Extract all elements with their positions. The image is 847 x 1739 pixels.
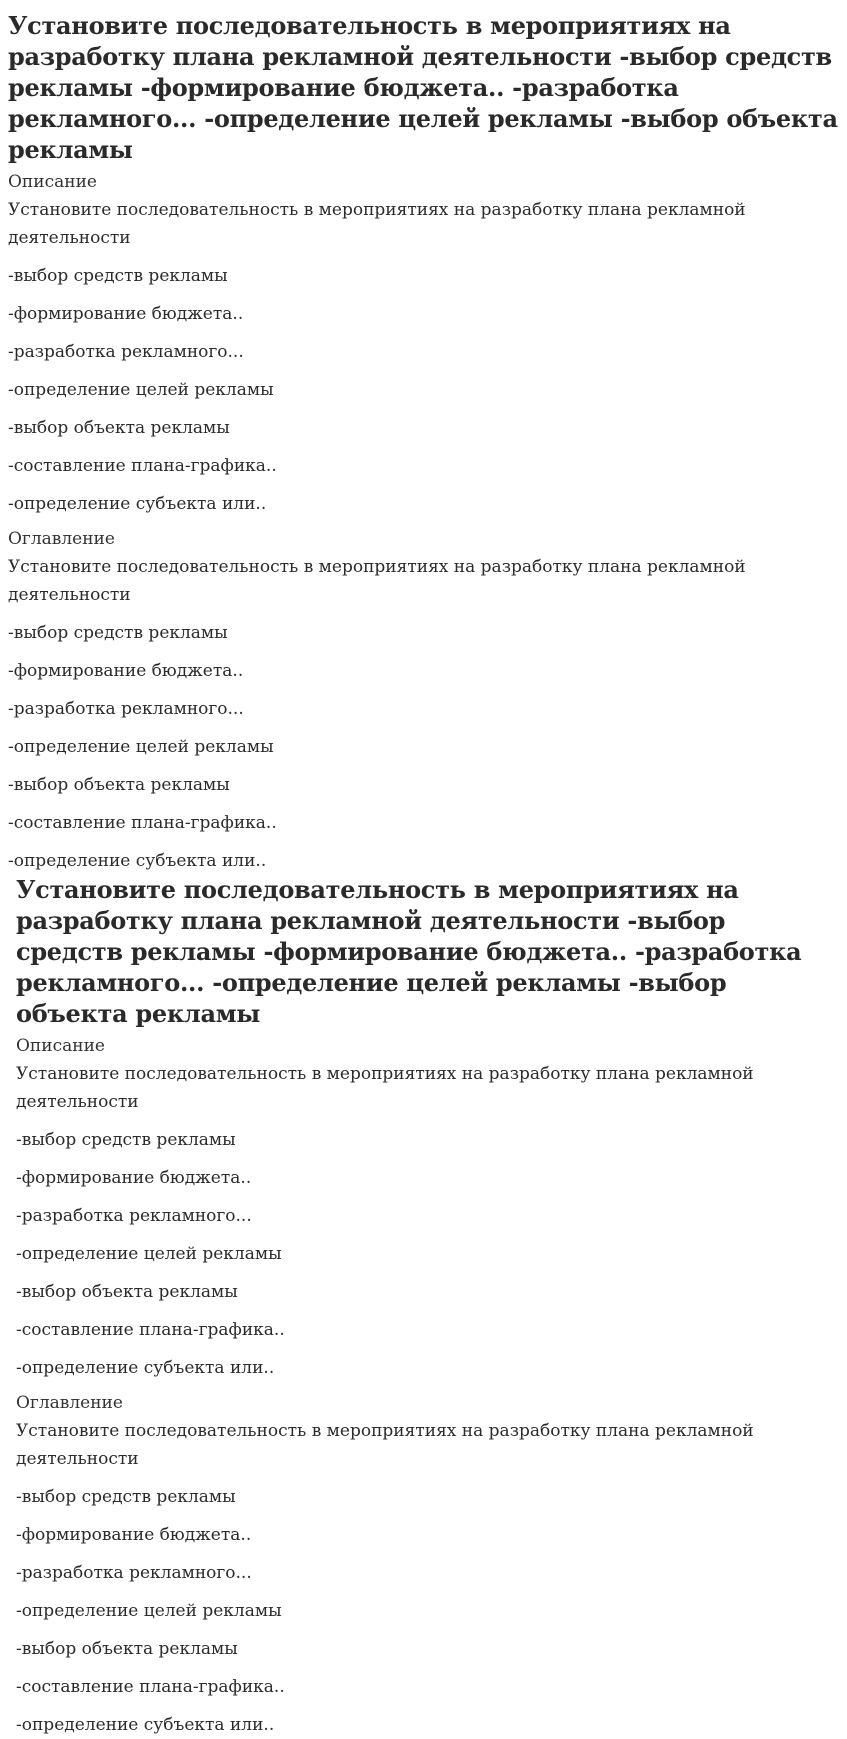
question-title: Установите последовательность в мероприятиях на разработку плана рекламной деятельности -выбор средств рекламы -формирование бюджета.. -разработка рекламного... -определение целей рекламы -выбор объекта рекламы — [16, 875, 802, 1028]
description-label: Описание — [8, 172, 97, 192]
description-label: Описание — [16, 1036, 105, 1056]
description-item: -выбор объекта рекламы — [16, 1282, 238, 1302]
toc-item: -выбор объекта рекламы — [16, 1639, 238, 1659]
toc-text: Установите последовательность в мероприятиях на разработку плана рекламной деятельности — [8, 557, 746, 605]
description-item: -разработка рекламного... — [8, 342, 244, 362]
question-title: Установите последовательность в мероприятиях на разработку плана рекламной деятельности -выбор средств рекламы -формирование бюджета.. -разработка рекламного... -определение целей рекламы -выбор объекта рекламы — [8, 11, 838, 164]
description-text: Установите последовательность в мероприятиях на разработку плана рекламной деятельности — [16, 1064, 754, 1112]
toc-text: Установите последовательность в мероприятиях на разработку плана рекламной деятельности — [16, 1421, 754, 1469]
toc-item: -выбор средств рекламы — [16, 1487, 236, 1507]
question-block — [0, 870, 847, 1739]
description-item: -составление плана-графика.. — [8, 456, 277, 476]
description-item: -определение субъекта или.. — [8, 494, 267, 514]
toc-item: -выбор средств рекламы — [8, 623, 228, 643]
description-item: -определение целей рекламы — [16, 1244, 282, 1264]
toc-item: -формирование бюджета.. — [8, 661, 244, 681]
toc-item: -определение целей рекламы — [16, 1601, 282, 1621]
description-item: -определение субъекта или.. — [16, 1358, 275, 1378]
toc-label: Оглавление — [16, 1393, 123, 1413]
toc-item: -составление плана-графика.. — [16, 1677, 285, 1697]
toc-item: -разработка рекламного... — [16, 1563, 252, 1583]
description-item: -формирование бюджета.. — [16, 1168, 252, 1188]
description-text: Установите последовательность в мероприятиях на разработку плана рекламной деятельности — [8, 200, 746, 248]
description-item: -определение целей рекламы — [8, 380, 274, 400]
description-item: -составление плана-графика.. — [16, 1320, 285, 1340]
toc-label: Оглавление — [8, 529, 115, 549]
toc-item: -выбор объекта рекламы — [8, 775, 230, 795]
description-item: -формирование бюджета.. — [8, 304, 244, 324]
toc-item: -разработка рекламного... — [8, 699, 244, 719]
description-item: -выбор объекта рекламы — [8, 418, 230, 438]
toc-item: -определение субъекта или.. — [16, 1715, 275, 1735]
toc-item: -определение субъекта или.. — [8, 851, 267, 871]
toc-item: -определение целей рекламы — [8, 737, 274, 757]
toc-item: -составление плана-графика.. — [8, 813, 277, 833]
description-item: -выбор средств рекламы — [8, 266, 228, 286]
description-item: -разработка рекламного... — [16, 1206, 252, 1226]
toc-item: -формирование бюджета.. — [16, 1525, 252, 1545]
description-item: -выбор средств рекламы — [16, 1130, 236, 1150]
